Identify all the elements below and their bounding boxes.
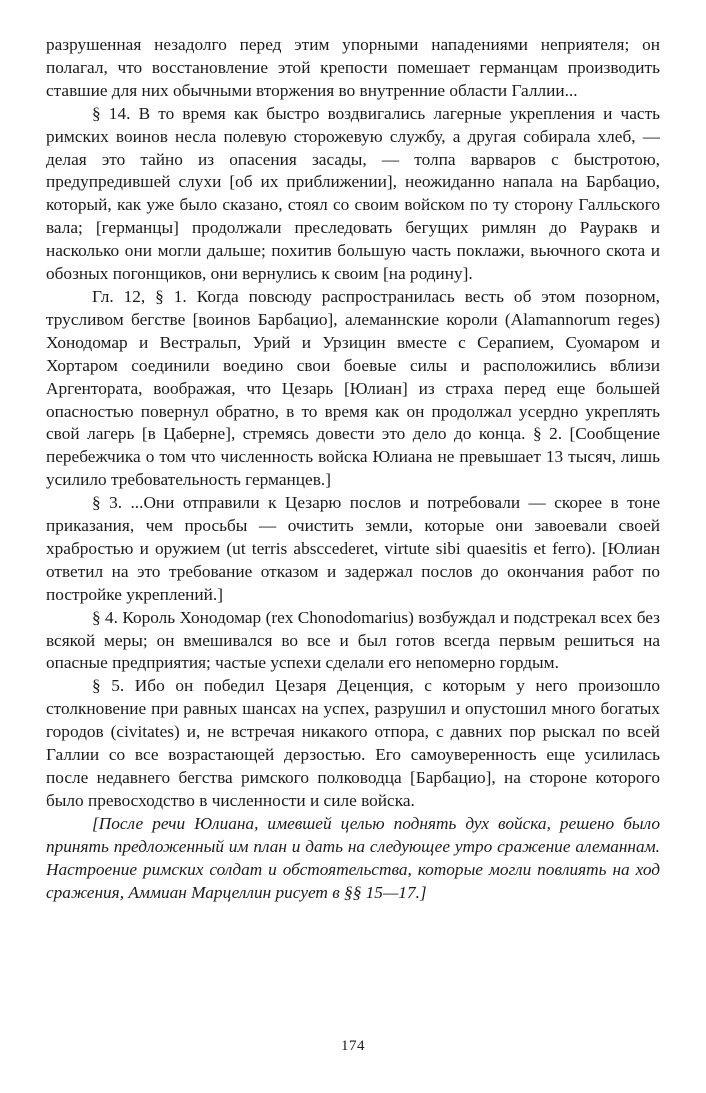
paragraph-section-5: § 5. Ибо он победил Цезаря Деценция, с которым у него произошло столкновение при равных шансах на успех, разрушил и опустошил много богатых городов (civitates) и, не встречая никакого отпора, с давних пор рыскал по всей Галлии со все возрастающей дерзостью. Его самоуверенность еще усилилась после недавнего бегства римского полководца [Барбацио], на стороне которого было превосходство в численности и силе войска. [46, 676, 660, 810]
paragraph-editorial-note: [После речи Юлиана, имевшей целью поднять дух войска, решено было принять предложенный им план и дать на следующее утро сражение алеманнам. Настроение римских солдат и обстоятельства, которые могли повлиять на ход сражения, Аммиан Марцеллин рисует в §§ 15—17.] [46, 813, 660, 902]
paragraph-section-14: § 14. В то время как быстро воздвигались лагерные укрепления и часть римских воинов несла полевую сторожевую службу, а другая собирала хлеб, — делая это тайно из опасения засады, — толпа варваров с быстротою, предупредившей слухи [об их приближении], неожиданно напала на Барбацио, который, как уже было сказано, стоял со своим войском по ту сторону Галльского вала; [германцы] продолжали преследовать бегущих римлян до Рауракв и насколько они могли дальше; похитив большую часть поклажи, вьючного скота и обозных погонщиков, они вернулись к своим [на родину]. [46, 103, 660, 284]
document-page [46, 34, 660, 904]
paragraph-section-4: § 4. Король Хонодомар (rex Chonodomarius) возбуждал и подстрекал всех без всякой меры; он вмешивался во все и был готов всегда первым решиться на опасные предприятия; частые успехи сделали его непомерно гордым. [46, 607, 660, 673]
paragraph-section-3: § 3. ...Они отправили к Цезарю послов и потребовали — скорее в тоне приказания, чем просьбы — очистить земли, которые они завоевали своей храбростью и оружием (ut terris absccederet, virtute sibi quaesitis et ferro). [Юлиан ответил на это требование отказом и задержал послов до окончания работ по постройке укреплений.] [46, 493, 660, 604]
page-number: 174 [341, 1038, 365, 1054]
paragraph-chapter-12-section-1: Гл. 12, § 1. Когда повсюду распространилась весть об этом позорном, трусливом бегстве [воинов Барбацио], алеманнские короли (Alamannorum reges) Хонодомар и Вестральп, Урий и Урзицин вместе с Серапием, Суомаром и Хортаром соединили воедино свои боевые силы и расположились вблизи Аргентората, воображая, что Цезарь [Юлиан] из страха перед еще большей опасностью повернул обратно, в то время как он продолжал усердно укреплять свой лагерь [в Цаберне], стремясь довести это дело до конца. § 2. [Сообщение перебежчика о том что численность войска Юлиана не превышает 13 тысяч, лишь усилило требовательность германцев.] [46, 286, 660, 490]
paragraph-continuation: разрушенная незадолго перед этим упорными нападениями неприятеля; он полагал, что восстановление этой крепости помешает германцам производить ставшие для них обычными вторжения во внутренние области Галлии... [46, 35, 660, 100]
